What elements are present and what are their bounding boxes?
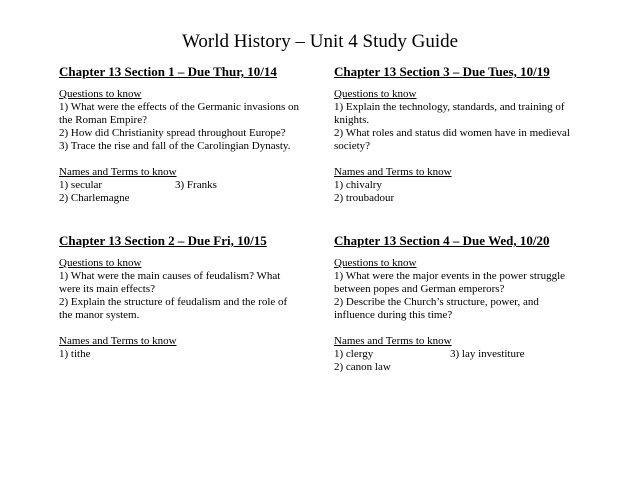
term: 2) troubadour	[334, 192, 395, 204]
question-line: 1) What were the effects of the Germanic invasions on	[59, 101, 299, 113]
page-title: World History – Unit 4 Study Guide	[181, 31, 459, 52]
section-3	[334, 64, 604, 205]
term: 1) tithe	[59, 348, 91, 360]
question-line: 1) What were the major events in the power struggle	[334, 270, 566, 282]
questions-label: Questions to know	[59, 257, 142, 269]
term: 1) secular	[59, 179, 103, 191]
term: 1) chivalry	[334, 179, 382, 191]
term: 3) lay investiture	[450, 348, 525, 360]
question-line: 2) How did Christianity spread throughout Europe?	[59, 127, 286, 139]
section-heading: Chapter 13 Section 2 – Due Fri, 10/15	[59, 233, 267, 248]
terms-row	[59, 179, 329, 192]
question-line: between popes and German emperors?	[334, 283, 505, 295]
question-line: influence during this time?	[334, 309, 453, 321]
question-line: 1) Explain the technology, standards, and training of	[334, 101, 565, 113]
question-line: knights.	[334, 114, 370, 126]
questions-label: Questions to know	[334, 257, 417, 269]
terms-label: Names and Terms to know	[59, 166, 177, 178]
question-line: the manor system.	[59, 309, 140, 321]
question-line: were its main effects?	[59, 283, 156, 295]
question-line: 1) What were the main causes of feudalism? What	[59, 270, 281, 282]
terms-label: Names and Terms to know	[334, 166, 452, 178]
section-heading: Chapter 13 Section 4 – Due Wed, 10/20	[334, 233, 550, 248]
term: 2) canon law	[334, 361, 391, 373]
questions-label: Questions to know	[59, 88, 142, 100]
term: 1) clergy	[334, 348, 374, 360]
terms-row	[334, 348, 604, 361]
term: 2) Charlemagne	[59, 192, 130, 204]
terms-label: Names and Terms to know	[334, 335, 452, 347]
section-heading: Chapter 13 Section 3 – Due Tues, 10/19	[334, 64, 550, 79]
questions-label: Questions to know	[334, 88, 417, 100]
question-line: 2) Describe the Church’s structure, power, and	[334, 296, 539, 308]
question-line: society?	[334, 140, 371, 152]
section-1	[59, 64, 329, 205]
question-line: 2) Explain the structure of feudalism and the role of	[59, 296, 288, 308]
question-line: 3) Trace the rise and fall of the Carolingian Dynasty.	[59, 140, 291, 152]
terms-label: Names and Terms to know	[59, 335, 177, 347]
question-line: the Roman Empire?	[59, 114, 147, 126]
section-heading: Chapter 13 Section 1 – Due Thur, 10/14	[59, 64, 277, 79]
section-4	[334, 233, 604, 374]
term: 3) Franks	[175, 179, 217, 191]
section-2	[59, 233, 329, 361]
question-line: 2) What roles and status did women have in medieval	[334, 127, 570, 139]
